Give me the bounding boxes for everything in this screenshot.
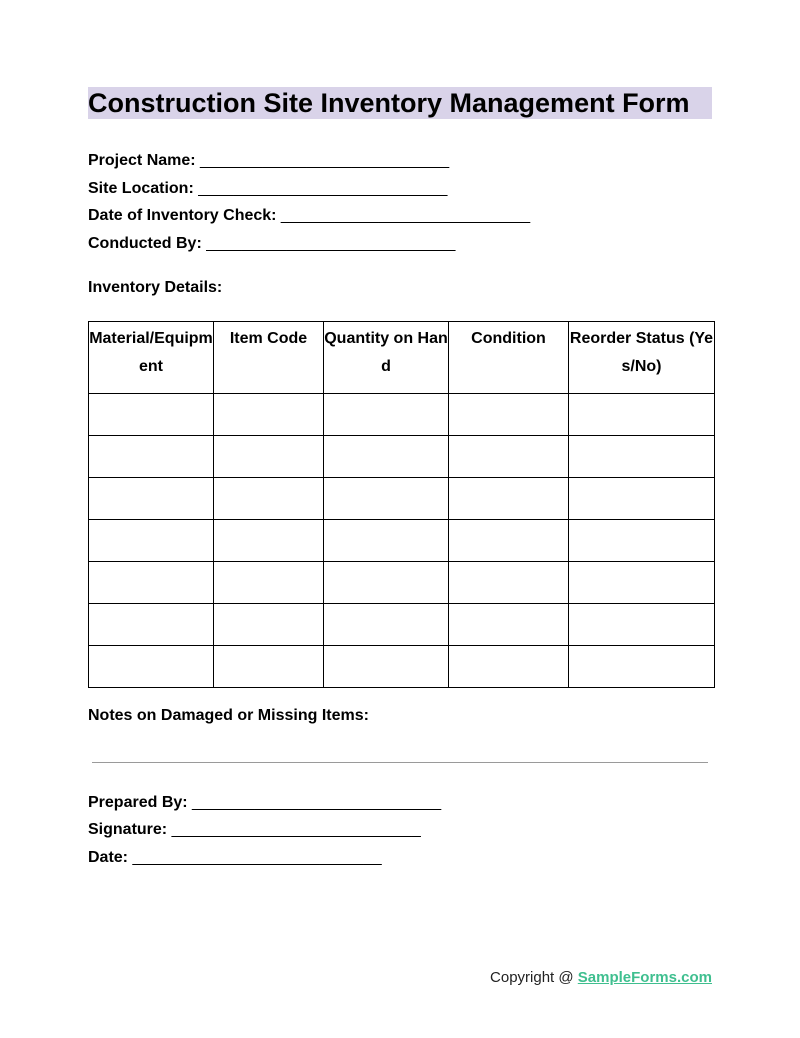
table-cell[interactable] <box>569 436 715 478</box>
table-cell[interactable] <box>324 562 449 604</box>
table-row <box>89 646 715 688</box>
table-cell[interactable] <box>569 520 715 562</box>
table-cell[interactable] <box>89 520 214 562</box>
table-cell[interactable] <box>89 562 214 604</box>
table-cell[interactable] <box>324 520 449 562</box>
signature-field[interactable] <box>88 820 421 840</box>
inventory-table <box>88 321 715 688</box>
header-quantity: Quantity on Hand <box>324 322 449 394</box>
inventory-details-label: Inventory Details: <box>88 279 223 296</box>
prepared-by-label: Prepared By: <box>88 794 188 811</box>
table-cell[interactable] <box>89 604 214 646</box>
table-row <box>89 478 715 520</box>
date-label: Date: <box>88 849 129 866</box>
table-cell[interactable] <box>449 478 569 520</box>
header-material: Material/Equipment <box>89 322 214 394</box>
table-cell[interactable] <box>214 562 324 604</box>
conducted-by-label: Conducted By: <box>88 235 202 252</box>
table-cell[interactable] <box>324 436 449 478</box>
table-cell[interactable] <box>324 604 449 646</box>
project-name-field[interactable] <box>88 151 449 171</box>
table-cell[interactable] <box>449 562 569 604</box>
project-name-blank[interactable]: ____________________________ <box>195 152 450 169</box>
table-cell[interactable] <box>569 562 715 604</box>
table-cell[interactable] <box>214 436 324 478</box>
date-check-blank[interactable]: ____________________________ <box>276 207 531 224</box>
table-cell[interactable] <box>569 646 715 688</box>
table-row <box>89 520 715 562</box>
prepared-by-blank[interactable]: ____________________________ <box>187 794 442 811</box>
table-row <box>89 562 715 604</box>
header-condition: Condition <box>449 322 569 394</box>
table-cell[interactable] <box>449 646 569 688</box>
table-cell[interactable] <box>449 394 569 436</box>
table-cell[interactable] <box>89 394 214 436</box>
table-cell[interactable] <box>89 478 214 520</box>
table-cell[interactable] <box>569 394 715 436</box>
signature-blank[interactable]: ____________________________ <box>167 821 421 838</box>
table-cell[interactable] <box>214 604 324 646</box>
notes-label: Notes on Damaged or Missing Items: <box>88 707 369 724</box>
signature-label: Signature: <box>88 821 168 838</box>
table-cell[interactable] <box>324 394 449 436</box>
date-check-field[interactable] <box>88 206 530 226</box>
site-location-field[interactable] <box>88 179 447 199</box>
notes-line[interactable] <box>92 762 708 763</box>
conducted-by-blank[interactable]: ____________________________ <box>201 235 456 252</box>
project-name-label: Project Name: <box>88 152 196 169</box>
table-cell[interactable] <box>214 520 324 562</box>
prepared-by-field[interactable] <box>88 793 441 813</box>
site-location-blank[interactable]: ____________________________ <box>193 180 448 197</box>
table-cell[interactable] <box>324 478 449 520</box>
header-item-code: Item Code <box>214 322 324 394</box>
conducted-by-field[interactable] <box>88 234 455 254</box>
footer-copyright <box>490 968 712 988</box>
date-field[interactable] <box>88 848 382 868</box>
copyright-text: Copyright @ <box>490 969 578 986</box>
site-location-label: Site Location: <box>88 180 194 197</box>
table-row <box>89 394 715 436</box>
header-reorder-status: Reorder Status (Yes/No) <box>569 322 715 394</box>
table-cell[interactable] <box>449 520 569 562</box>
date-blank[interactable]: ____________________________ <box>128 849 382 866</box>
date-check-label: Date of Inventory Check: <box>88 207 277 224</box>
table-row <box>89 604 715 646</box>
page-title: Construction Site Inventory Management Form <box>88 87 712 119</box>
table-cell[interactable] <box>214 646 324 688</box>
brand-link[interactable]: SampleForms.com <box>577 969 712 986</box>
table-cell[interactable] <box>449 436 569 478</box>
table-cell[interactable] <box>89 646 214 688</box>
table-cell[interactable] <box>214 394 324 436</box>
table-cell[interactable] <box>449 604 569 646</box>
table-cell[interactable] <box>89 436 214 478</box>
table-cell[interactable] <box>214 478 324 520</box>
table-row <box>89 436 715 478</box>
table-cell[interactable] <box>324 646 449 688</box>
table-cell[interactable] <box>569 604 715 646</box>
table-cell[interactable] <box>569 478 715 520</box>
table-header-row <box>89 322 715 394</box>
